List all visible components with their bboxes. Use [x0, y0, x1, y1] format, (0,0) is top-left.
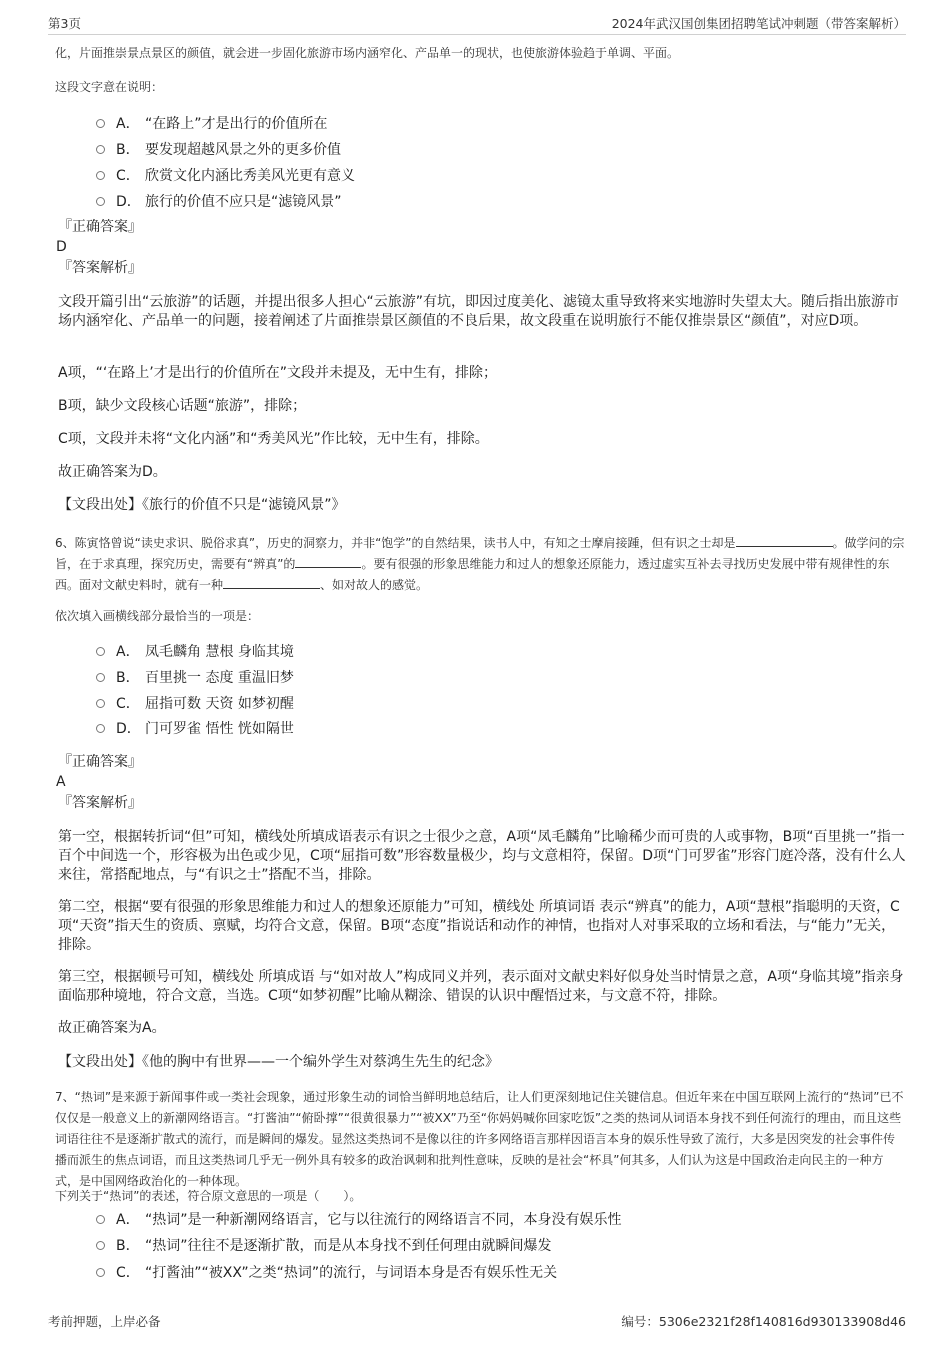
- q5-option-b[interactable]: B． 要发现超越风景之外的更多价值: [96, 139, 341, 161]
- page-number: 第3页: [48, 16, 81, 31]
- q5-analysis-para: C项，文段并未将“文化内涵”和“秀美风光”作比较，无中生有，排除。: [58, 431, 489, 447]
- q5-option-a[interactable]: A． “在路上”才是出行的价值所在: [96, 113, 328, 135]
- fill-blank: [223, 575, 320, 589]
- q6-option-b[interactable]: B． 百里挑一 态度 重温旧梦: [96, 667, 294, 689]
- q5-answer: D: [56, 239, 67, 255]
- radio-icon[interactable]: [96, 119, 105, 128]
- radio-icon[interactable]: [96, 699, 105, 708]
- q6-prompt: 依次填入画横线部分最恰当的一项是：: [55, 609, 260, 623]
- document-id: 编号：5306e2321f28f140816d930133908d46: [621, 1314, 906, 1329]
- radio-icon[interactable]: [96, 673, 105, 682]
- q7-option-a[interactable]: A． “热词”是一种新潮网络语言，它与以往流行的网络语言不同，本身没有娱乐性: [96, 1209, 622, 1231]
- q5-option-d[interactable]: D． 旅行的价值不应只是“滤镜风景”: [96, 191, 342, 213]
- q7-prompt: 下列关于“热词”的表述，符合原文意思的一项是（ ）。: [55, 1189, 362, 1203]
- q5-source: 【文段出处】《旅行的价值不只是“滤镜风景”》: [58, 497, 346, 513]
- q5-analysis-para: A项，“‘在路上’才是出行的价值所在”文段并未提及，无中生有，排除；: [58, 365, 497, 381]
- fill-blank: [736, 533, 833, 547]
- q5-answer-label: 『正确答案』: [58, 219, 142, 235]
- q5-analysis-para: 故正确答案为D。: [58, 464, 167, 480]
- q6-stem: 6、陈寅恪曾说“读史求识、脱俗求真”，历史的洞察力，并非“饱学”的自然结果，读书人中，有知之士摩肩接踵，但有识之士却是 。做学问的宗旨，在于求真理，探究历史，需要有“辨真”的 。要有很强的形象思维能力和过人的想象还原能力，透过虚实互补去寻找历史发展中带有规律性的东西。面对文献史料时，就有一种 、如对故人的感觉。: [55, 533, 905, 596]
- q6-analysis-label: 『答案解析』: [58, 795, 142, 811]
- q6-analysis-para: 第三空，根据顿号可知，横线处 所填成语 与“如对故人”构成同义并列，表示面对文献史料好似身处当时情景之意，A项“身临其境”指亲身面临那种境地，符合文意，当选。C项“如梦初醒”比喻从糊涂、错误的认识中醒悟过来，与文意不符，排除。: [58, 969, 904, 1004]
- q6-analysis-para: 第二空，根据“要有很强的形象思维能力和过人的想象还原能力”可知，横线处 所填词语 表示“辨真”的能力，A项“慧根”指聪明的天资，C项“天资”指天生的资质、禀赋，均符合文意，保留。B项“态度”指说话和动作的神情，也指对人对事采取的立场和看法，与“能力”无关，排除。: [58, 899, 900, 953]
- q5-analysis-para: B项，缺少文段核心话题“旅游”，排除；: [58, 398, 307, 414]
- q7-stem: 7、“热词”是来源于新闻事件或一类社会现象，通过形象生动的词恰当鲜明地总结后，让人们更深刻地记住关键信息。但近年来在中国互联网上流行的“热词”已不仅仅是一般意义上的新潮网络语言。“打酱油”“俯卧撑”“很黄很暴力”“被XX”乃至“你妈妈喊你回家吃饭”之类的热词从词语本身找不到任何流行的理由，而且这些词语往往不是逐渐扩散式的流行，而是瞬间的爆发。显然这类热词不是像以往的许多网络语言那样因语言本身的娱乐性导致了流行，大多是因突发的社会事件传播而派生的焦点词语，而且这类热词几乎无一例外具有较多的政治讽刺和批判性意味，反映的是社会“杯具”何其多，人们认为这是中国政治走向民主的一种方式，是中国网络政治化的一种体现。: [55, 1090, 904, 1188]
- footer-slogan: 考前押题，上岸必备: [48, 1314, 161, 1329]
- q6-option-d[interactable]: D． 门可罗雀 悟性 恍如隔世: [96, 718, 294, 740]
- fill-blank: [295, 554, 361, 568]
- radio-icon[interactable]: [96, 724, 105, 733]
- q6-answer-label: 『正确答案』: [58, 754, 142, 770]
- q7-option-b[interactable]: B． “热词”往往不是逐渐扩散，而是从本身找不到任何理由就瞬间爆发: [96, 1235, 552, 1257]
- q6-source: 【文段出处】《他的胸中有世界——一个编外学生对蔡鸿生先生的纪念》: [58, 1054, 499, 1070]
- page-footer: [48, 1312, 906, 1332]
- q6-analysis-para: 第一空，根据转折词“但”可知，横线处所填成语表示有识之士很少之意，A项“凤毛麟角”比喻稀少而可贵的人或事物，B项“百里挑一”指一百个中间选一个，形容极为出色或少见，C项“屈指可数”形容数量极少，均与文意相符，保留。D项“门可罗雀”形容门庭冷落，没有什么人来往，常搭配地点，与“有识之士”搭配不当，排除。: [58, 829, 906, 883]
- radio-icon[interactable]: [96, 171, 105, 180]
- q6-analysis-para: 故正确答案为A。: [58, 1020, 166, 1036]
- radio-icon[interactable]: [96, 1215, 105, 1224]
- page-header: [48, 14, 906, 35]
- q6-option-a[interactable]: A． 凤毛麟角 慧根 身临其境: [96, 641, 294, 663]
- radio-icon[interactable]: [96, 647, 105, 656]
- radio-icon[interactable]: [96, 1268, 105, 1277]
- q5-analysis-label: 『答案解析』: [58, 260, 142, 276]
- radio-icon[interactable]: [96, 1241, 105, 1250]
- radio-icon[interactable]: [96, 145, 105, 154]
- q7-option-c[interactable]: C． “打酱油”“被XX”之类“热词”的流行，与词语本身是否有娱乐性无关: [96, 1262, 557, 1284]
- q5-option-c[interactable]: C． 欣赏文化内涵比秀美风光更有意义: [96, 165, 355, 187]
- q6-answer: A: [56, 774, 66, 790]
- q6-option-c[interactable]: C． 屈指可数 天资 如梦初醒: [96, 693, 294, 715]
- q5-passage-tail: 化，片面推崇景点景区的颜值，就会进一步固化旅游市场内涵窄化、产品单一的现状，也使旅游体验趋于单调、平面。: [55, 46, 680, 60]
- q5-prompt: 这段文字意在说明：: [55, 80, 164, 94]
- radio-icon[interactable]: [96, 197, 105, 206]
- q5-analysis-para: 文段开篇引出“云旅游”的话题，并提出很多人担心“云旅游”有坑，即因过度美化、滤镜太重导致将来实地游时失望太大。随后指出旅游市场内涵窄化、产品单一的问题，接着阐述了片面推崇景区颜值的不良后果，故文段重在说明旅行不能仅推崇景区“颜值”，对应D项。: [58, 294, 900, 329]
- document-title: 2024年武汉国创集团招聘笔试冲刺题（带答案解析）: [611, 16, 906, 31]
